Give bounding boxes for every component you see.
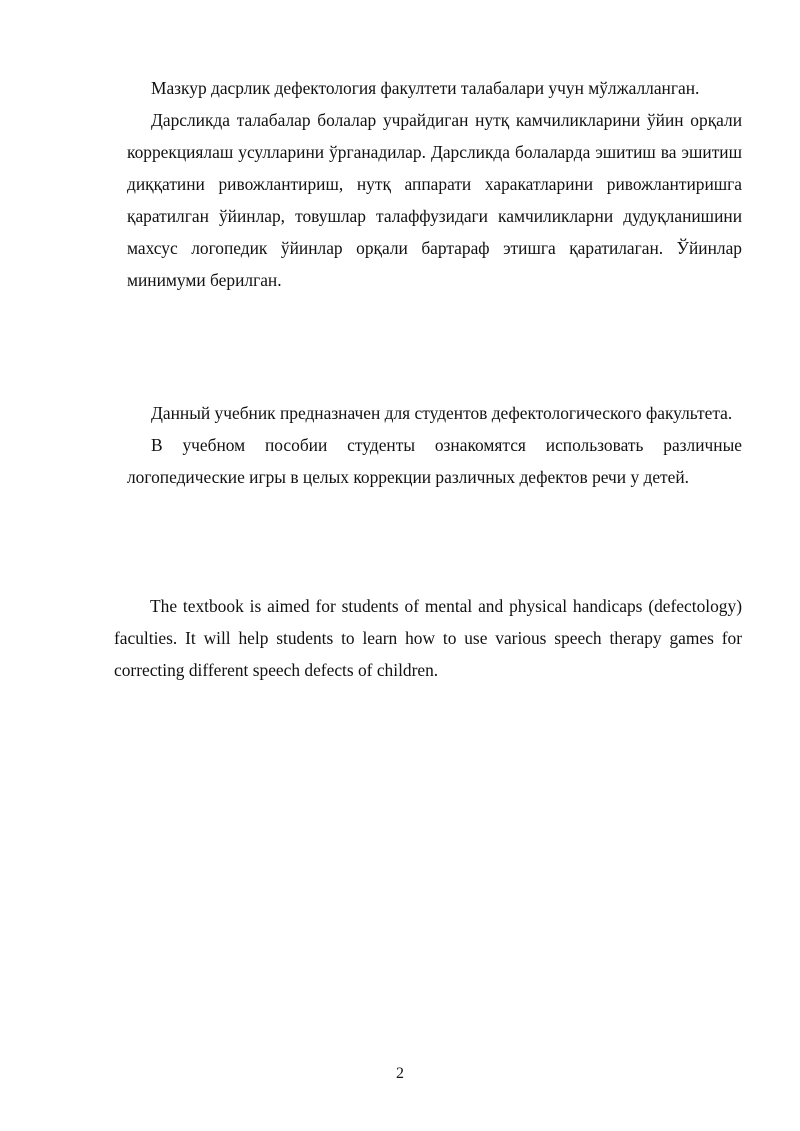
uzbek-paragraph-1: Мазкур дасрлик дефектология факултети талабалари учун мўлжалланган.	[151, 78, 700, 98]
page-number: 2	[396, 1065, 404, 1082]
uzbek-annotation	[127, 72, 742, 296]
english-annotation	[114, 590, 742, 686]
english-paragraph-1: The textbook is aimed for students of mental and physical handicaps (defectology) faculties. It will help students to learn how to use various speech therapy games for correcting different speech defects of children.	[114, 596, 742, 680]
russian-paragraph-1: Данный учебник предназначен для студентов дефектологического факультета.	[151, 403, 733, 423]
russian-annotation	[127, 397, 742, 493]
russian-paragraph-2: В учебном пособии студенты ознакомятся использовать различные логопедические игры в целых коррекции различных дефектов речи у детей.	[127, 435, 742, 487]
uzbek-paragraph-2: Дарсликда талабалар болалар учрайдиган нутқ камчиликларини ўйин орқали коррекциялаш усулларини ўрганадилар. Дарсликда болаларда эшитиш ва эшитиш диққатини ривожлантириш, нутқ аппарати харакатларини ривожлантиришга қаратилган ўйинлар, товушлар талаффузидаги камчиликларни дудуқланишини махсус логопедик ўйинлар орқали бартараф этишга қаратилаган. Ўйинлар минимуми берилган.	[127, 110, 742, 290]
